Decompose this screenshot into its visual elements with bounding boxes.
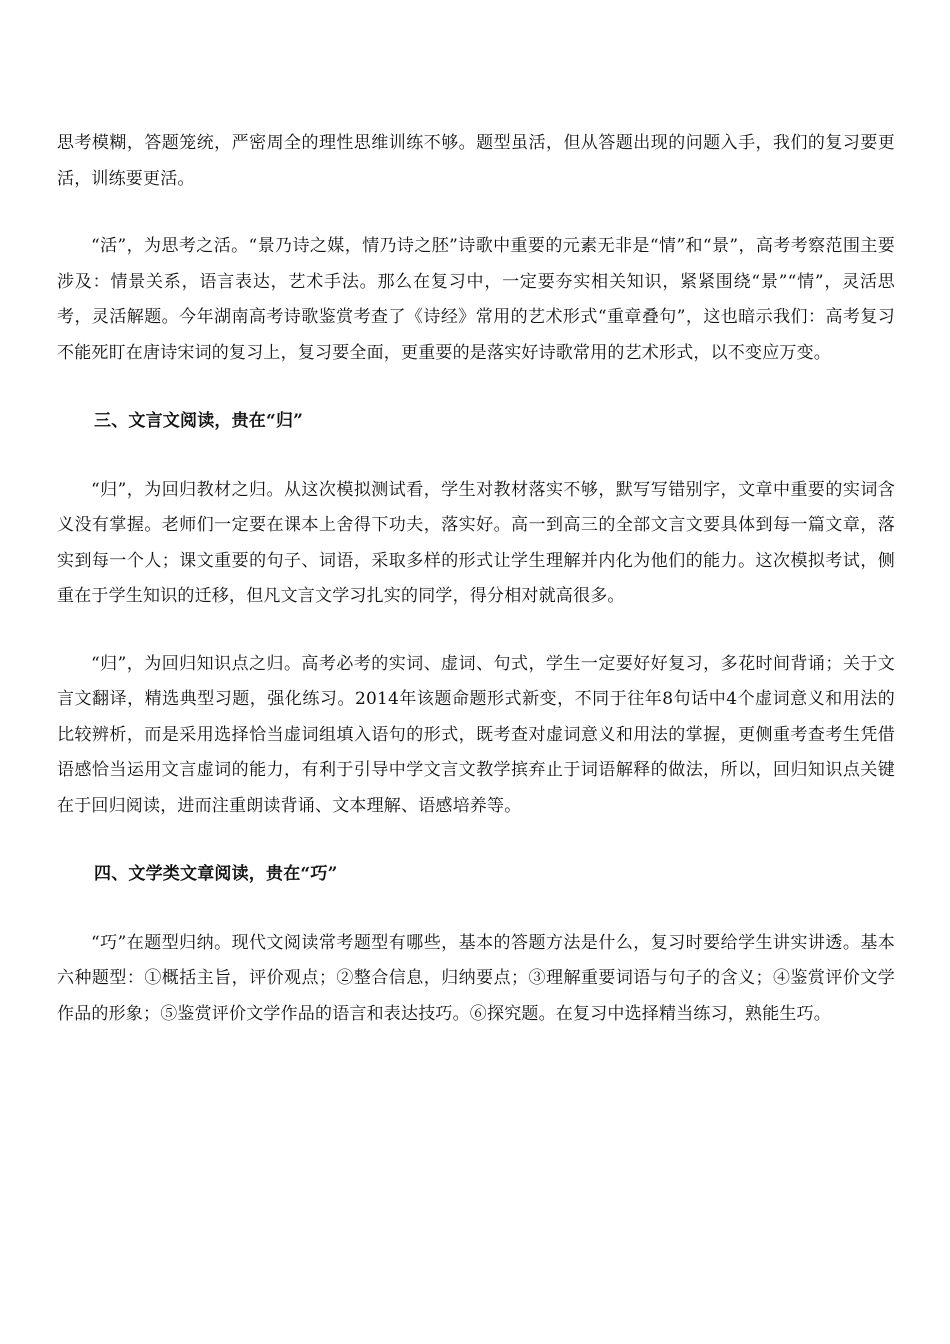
section-heading-4: 四、文学类文章阅读，贵在“巧” [94, 864, 338, 884]
paragraph-3: “归”，为回归教材之归。从这次模拟测试看，学生对教材落实不够，默写写错别字，文章中重要的实词含义没有掌握。老师们一定要在课本上舍得下功夫，落实好。高一到高三的全部文言文要具体到每一篇文章，落实到每一个人；课文重要的句子、词语，采取多样的形式让学生理解并内化为他们的能力。这次模拟考试，侧重在于学生知识的迁移，但凡文言文学习扎实的同学，得分相对就高很多。 [57, 479, 895, 606]
document-page [57, 126, 895, 1032]
section-heading-3: 三、文言文阅读，贵在“归” [94, 411, 304, 431]
paragraph-2: “活”，为思考之活。“景乃诗之媒，情乃诗之胚”诗歌中重要的元素无非是“情”和“景”，高考考察范围主要涉及：情景关系，语言表达，艺术手法。那么在复习中，一定要夯实相关知识，紧紧围绕“景”“情”，灵活思考，灵活解题。今年湖南高考诗歌鉴赏考查了《诗经》常用的艺术形式“重章叠句”，这也暗示我们：高考复习不能死盯在唐诗宋词的复习上，复习要全面，更重要的是落实好诗歌常用的艺术形式，以不变应万变。 [57, 236, 895, 363]
paragraph-5: “巧”在题型归纳。现代文阅读常考题型有哪些，基本的答题方法是什么，复习时要给学生讲实讲透。基本六种题型：①概括主旨，评价观点；②整合信息，归纳要点；③理解重要词语与句子的含义；④鉴赏评价文学作品的形象；⑤鉴赏评价文学作品的语言和表达技巧。⑥探究题。在复习中选择精当练习，熟能生巧。 [57, 932, 895, 1024]
spacer [57, 824, 895, 857]
paragraph-1: 思考模糊，答题笼统，严密周全的理性思维训练不够。题型虽活，但从答题出现的问题入手，我们的复习要更活，训练要更活。 [57, 133, 895, 189]
spacer [57, 440, 895, 473]
spacer [57, 197, 895, 229]
spacer [57, 893, 895, 926]
spacer [57, 615, 895, 647]
spacer [57, 371, 895, 404]
paragraph-4: “归”，为回归知识点之归。高考必考的实词、虚词、句式，学生一定要好好复习，多花时间背诵；关于文言文翻译，精选典型习题，强化练习。2014年该题命题形式新变，不同于往年8句话中4个虚词意义和用法的比较辨析，而是采用选择恰当虚词组填入语句的形式，既考查对虚词意义和用法的掌握，更侧重考查考生凭借语感恰当运用文言虚词的能力，有利于引导中学文言文教学摈弃止于词语解释的做法，所以，回归知识点关键在于回归阅读，进而注重朗读背诵、文本理解、语感培养等。 [57, 653, 895, 816]
